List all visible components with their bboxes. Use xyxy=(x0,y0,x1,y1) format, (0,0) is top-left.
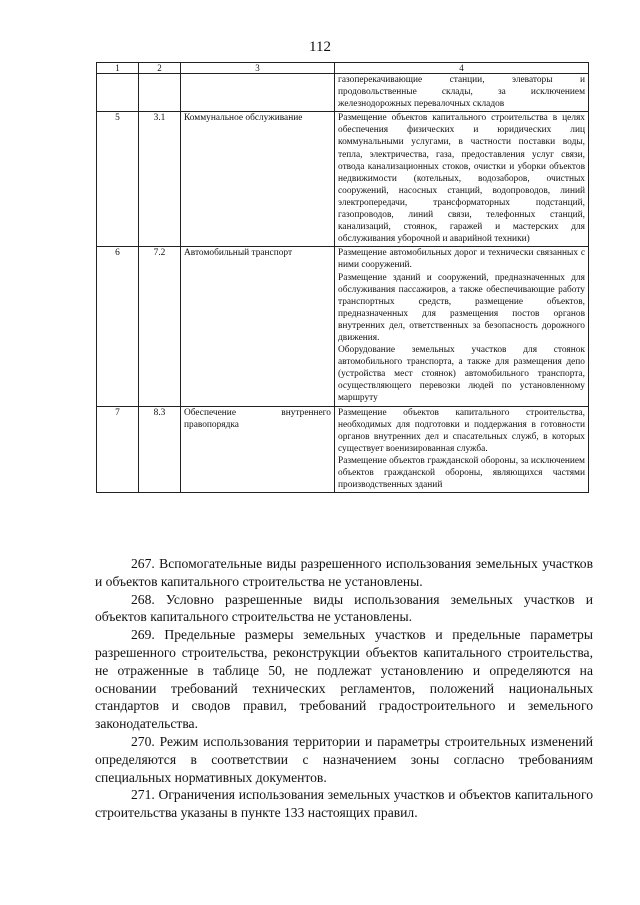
description-paragraph: Размещение объектов капитального строительства, необходимых для подготовки и поддержания в готовности органов внутренних дел и спасательных служб, в которых существует военизированная служба. xyxy=(338,407,585,454)
cell-code: 3.1 xyxy=(139,112,181,247)
paragraph-267: 267. Вспомогательные виды разрешенного использования земельных участков и объектов капитального строительства не установлены. xyxy=(95,556,593,589)
cell-description xyxy=(335,112,589,247)
table-row xyxy=(97,406,589,493)
permitted-use-table xyxy=(96,62,589,493)
cell-code xyxy=(139,74,181,112)
table-header-row xyxy=(97,63,589,74)
table-row-continuation xyxy=(97,74,589,112)
description-paragraph: Размещение объектов капитального строительства в целях обеспечения физических и юридических лиц коммунальными услугами, в частности поставки воды, тепла, электричества, газа, предоставления услуг связи, отвода канализационных стоков, очистки и уборки объектов недвижимости (котельных, водозаборов, очистных сооружений, насосных станций, водопроводов, линий электропередачи, трансформаторных подстанций, газопроводов, линий связи, телефонных станций, канализаций, стоянок, гаражей и мастерских для обслуживания уборочной и аварийной техники) xyxy=(338,113,585,245)
cell-number: 6 xyxy=(97,247,139,406)
body-text xyxy=(95,555,593,822)
description-paragraph: Оборудование земельных участков для стоянок автомобильного транспорта, а также для размещения депо (устройства мест стоянок) автомобильного транспорта, осуществляющего перевозки людей по установленному маршруту xyxy=(338,345,585,404)
cell-code: 8.3 xyxy=(139,406,181,493)
cell-number: 5 xyxy=(97,112,139,247)
cell-name: Обеспечение внутреннего правопорядка xyxy=(181,406,335,493)
table-row xyxy=(97,247,589,406)
cell-description: газоперекачивающие станции, элеваторы и продовольственные склады, за исключением железнодорожных перевалочных складов xyxy=(335,74,589,112)
description-paragraph: Размещение объектов гражданской обороны, за исключением объектов гражданской обороны, являющихся частями производственных зданий xyxy=(338,455,585,491)
cell-name xyxy=(181,74,335,112)
paragraph-269: 269. Предельные размеры земельных участков и предельные параметры разрешенного строительства, реконструкции объектов капитального строительства, не отраженные в таблице 50, не подлежат установлению и определяются на основании требований технических регламентов, положений национальных стандартов и сводов правил, требований градостроительного и земельного законодательства. xyxy=(95,627,593,732)
cell-description xyxy=(335,247,589,406)
paragraph-271: 271. Ограничения использования земельных участков и объектов капитального строительства указаны в пункте 133 настоящих правил. xyxy=(95,787,593,821)
cell-number xyxy=(97,74,139,112)
description-paragraph: Размещение автомобильных дорог и технически связанных с ними сооружений. xyxy=(338,248,585,271)
cell-name: Коммунальное обслуживание xyxy=(181,112,335,247)
cell-name: Автомобильный транспорт xyxy=(181,247,335,406)
description-paragraph: Размещение зданий и сооружений, предназначенных для обслуживания пассажиров, а также обеспечивающие работу транспортных средств, размещение объектов, предназначенных для размещения постов органов внутренних дел, ответственных за безопасность дорожного движения. xyxy=(338,272,585,343)
column-header-3: 3 xyxy=(181,63,335,74)
paragraph-268: 268. Условно разрешенные виды использования земельных участков и объектов капитального строительства не установлены. xyxy=(95,591,593,625)
cell-description xyxy=(335,406,589,493)
cell-number: 7 xyxy=(97,406,139,493)
table-row xyxy=(97,112,589,247)
column-header-1: 1 xyxy=(97,63,139,74)
page-number: 112 xyxy=(309,39,331,55)
paragraph-270: 270. Режим использования территории и параметры строительных изменений определяются в соответствии с назначением зоны согласно требованиям специальных нормативных документов. xyxy=(95,733,593,785)
column-header-4: 4 xyxy=(335,63,589,74)
column-header-2: 2 xyxy=(139,63,181,74)
cell-code: 7.2 xyxy=(139,247,181,406)
